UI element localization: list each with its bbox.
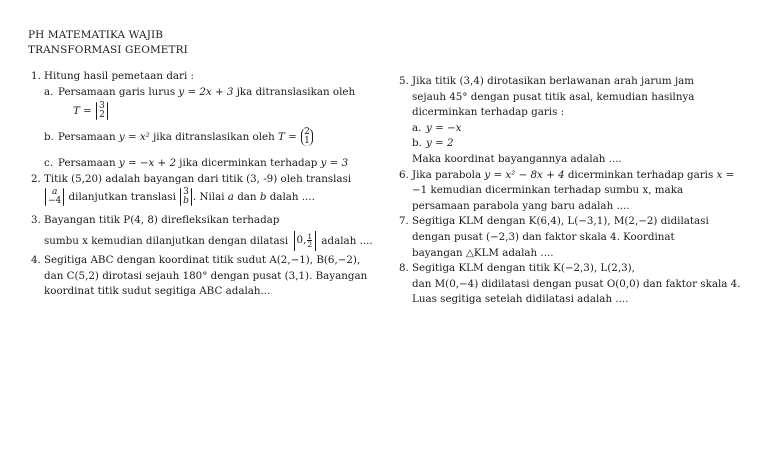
question-2-cont: a −4 dilanjutkan translasi 3 b . Nilai a dan b dalah .... [31,187,376,212]
question-5-line2: sejauh 45° dengan pusat titik asal, kemudian hasilnya [412,90,695,103]
question-7: 7. Segitiga KLM dengan K(6,4), L(−3,1), M(2,−2) didilatasi [399,215,709,228]
question-7-line2: dengan pusat (−2,3) dan faktor skala 4. Koordinat [412,230,675,243]
right-column [399,74,744,308]
left-column [31,69,376,300]
question-5a: a. y = −x [412,121,462,134]
question-5-line4: Maka koordinat bayangannya adalah .... [412,152,622,165]
question-5b: b. y = 2 [412,137,454,150]
translation-vector: 3 b [180,188,192,206]
worksheet-title: PH MATEMATIKA WAJIB [28,29,164,41]
fraction: $\frac{1}{2}$ [307,232,313,250]
question-6: 6. Jika parabola y = x² − 8x + 4 dicerminkan terhadap garis x = [399,168,735,181]
question-7-line3: bayangan △KLM adalah .... [412,246,554,259]
question-1: 1. Hitung hasil pemetaan dari : [31,70,195,82]
question-4: 4. Segitiga ABC dengan koordinat titik sudut A(2,−1), B(6,−2), [31,253,361,266]
question-6-line2: −1 kemudian dicerminkan terhadap sumbu x, maka [412,184,684,197]
translation-vector: a −4 [45,188,64,206]
question-8-line2: dan M(0,−4) didilatasi dengan pusat O(0,0) dan faktor skala 4. [412,277,741,290]
worksheet-subtitle: TRANSFORMASI GEOMETRI [28,44,188,56]
translation-vector: 3 2 [96,102,108,120]
question-8: 8. Segitiga KLM dengan titik K(−2,3), L(2,3), [399,262,635,275]
question-5: 5. Jika titik (3,4) dirotasikan berlawanan arah jarum jam [399,75,695,87]
question-4-line2: dan C(5,2) dirotasi sejauh 180° dengan pusat (3,1). Bayangan [44,269,368,282]
question-2: 2. Titik (5,20) adalah bayangan dari titik (3, -9) oleh translasi [31,172,352,185]
question-3-cont: sumbu x kemudian dilanjutkan dengan dilatasi 0, $\frac{1}{2}$ adalah .... [44,232,373,250]
question-8-line3: Luas segitiga setelah didilatasi adalah .... [412,293,629,306]
question-1c: c. Persamaan y = −x + 2 jika dicerminkan terhadap y = 3 [44,157,349,170]
question-4-line3: koordinat titik sudut segitiga ABC adalah... [44,285,271,298]
translation-vector: 2 1 [301,128,313,146]
question-1a: a. Persamaan garis lurus y = 2x + 3 jka ditranslasikan oleh [44,85,356,98]
question-1a-vector: T = 3 2 [31,100,376,124]
question-6-line3: persamaan parabola yang baru adalah .... [412,199,630,212]
question-5-line3: dicerminkan terhadap garis : [412,106,565,119]
question-3: 3. Bayangan titik P(4, 8) direfleksikan terhadap [31,214,280,227]
dilation-bracket: 0, $\frac{1}{2}$ [294,231,317,251]
worksheet-header [28,28,188,58]
question-1b: b. Persamaan y = x² jika ditranslasikan oleh T = 2 1 [31,124,376,152]
